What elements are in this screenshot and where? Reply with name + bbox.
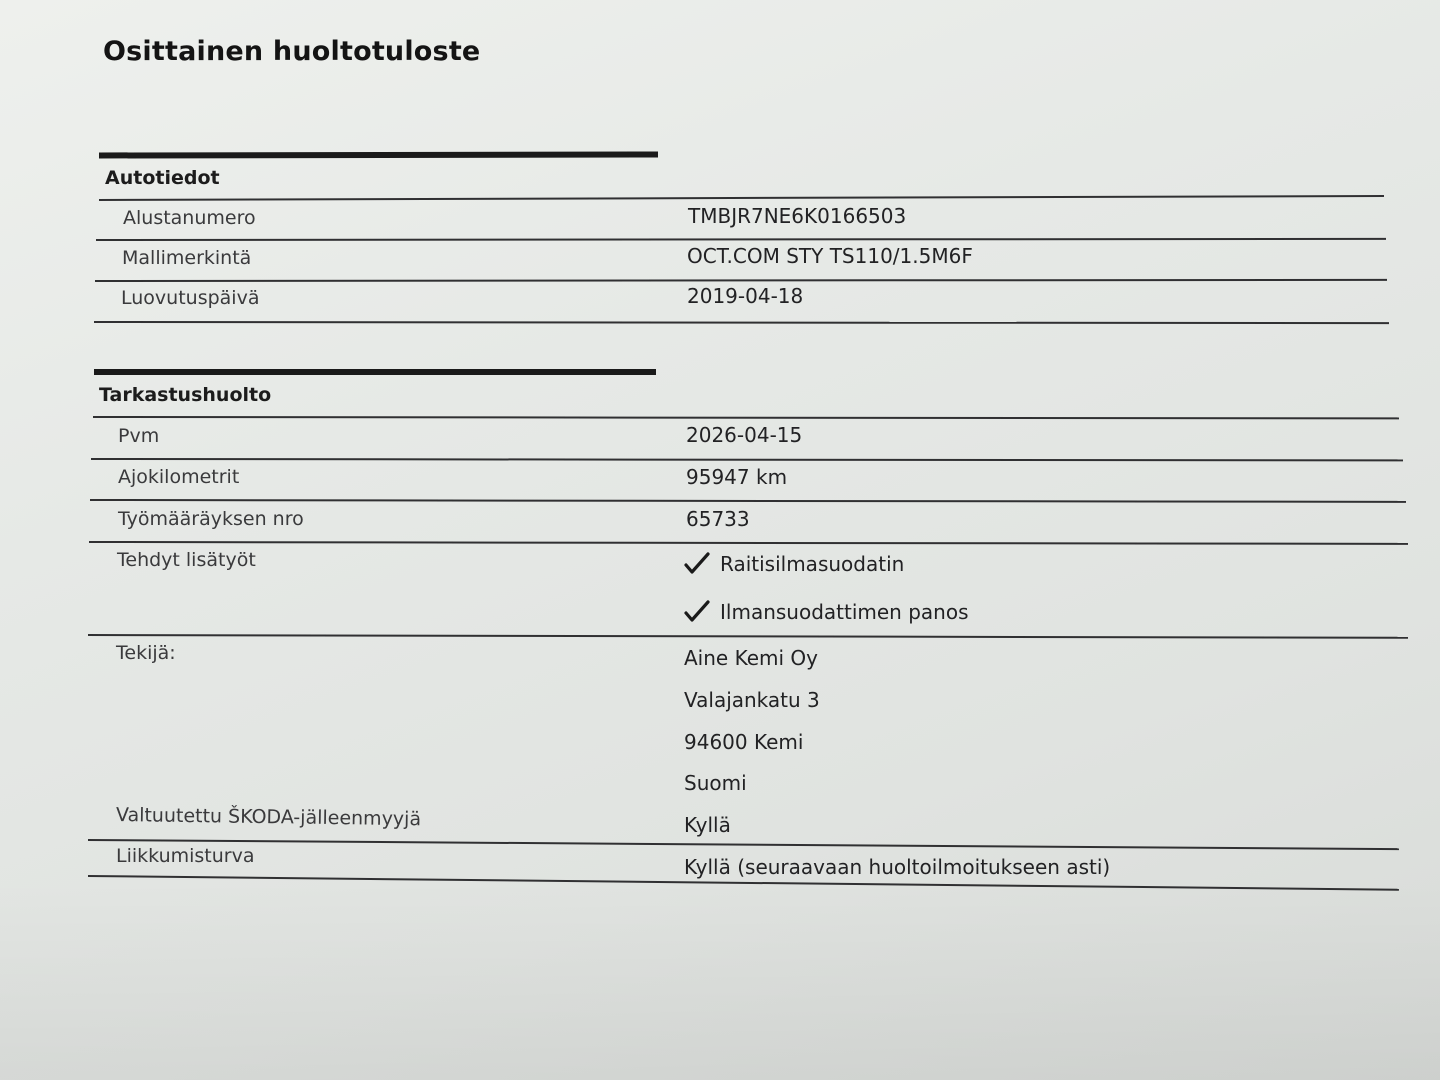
label-alustanumero: Alustanumero [123,207,256,229]
tekija-company: Aine Kemi Oy [684,646,818,670]
tekija-street: Valajankatu 3 [684,688,820,712]
section-rule [94,369,656,375]
table-rule [96,238,1386,241]
value-mallimerkinta: OCT.COM STY TS110/1.5M6F [687,244,973,268]
value-liikkumisturva: Kyllä (seuraavaan huoltoilmoitukseen asti) [684,855,1111,879]
table-rule [94,321,1389,324]
label-tyomaarayksen-nro: Työmääräyksen nro [118,508,304,530]
checkmark-icon [684,600,710,624]
table-rule [99,195,1384,201]
label-tehdyt-lisatyot: Tehdyt lisätyöt [117,549,256,571]
value-pvm: 2026-04-15 [686,423,803,447]
value-luovutuspaiva: 2019-04-18 [687,284,804,308]
list-item-lisatyo [684,552,904,576]
value-tyomaarayksen-nro: 65733 [686,507,750,531]
label-valtuutettu: Valtuutettu ŠKODA-jälleenmyyjä [115,804,422,831]
label-luovutuspaiva: Luovutuspäivä [121,287,260,309]
value-valtuutettu: Kyllä [684,813,731,837]
lisatyo-label: Raitisilmasuodatin [720,552,905,576]
table-rule [88,839,1399,850]
table-rule [93,416,1399,419]
checkmark-icon [684,552,710,576]
label-pvm: Pvm [118,425,160,447]
paper-shadow [0,880,1440,1080]
table-rule [88,634,1408,638]
list-item-lisatyo [684,600,969,624]
document-title: Osittainen huoltotuloste [103,36,481,67]
table-rule [90,499,1406,502]
section-rule [99,152,658,159]
table-rule [91,458,1403,461]
section-heading-tarkastushuolto: Tarkastushuolto [99,384,272,406]
label-liikkumisturva: Liikkumisturva [116,845,255,867]
label-ajokilometrit: Ajokilometrit [118,466,240,488]
table-rule [89,541,1408,544]
label-mallimerkinta: Mallimerkintä [122,247,252,269]
value-alustanumero: TMBJR7NE6K0166503 [688,204,907,228]
value-ajokilometrit: 95947 km [686,465,788,489]
lisatyo-label: Ilmansuodattimen panos [720,600,969,624]
tekija-postal: 94600 Kemi [684,730,804,754]
tekija-country: Suomi [684,771,747,795]
table-rule [95,279,1387,282]
section-heading-autotiedot: Autotiedot [105,167,220,189]
label-tekija: Tekijä: [116,642,176,664]
